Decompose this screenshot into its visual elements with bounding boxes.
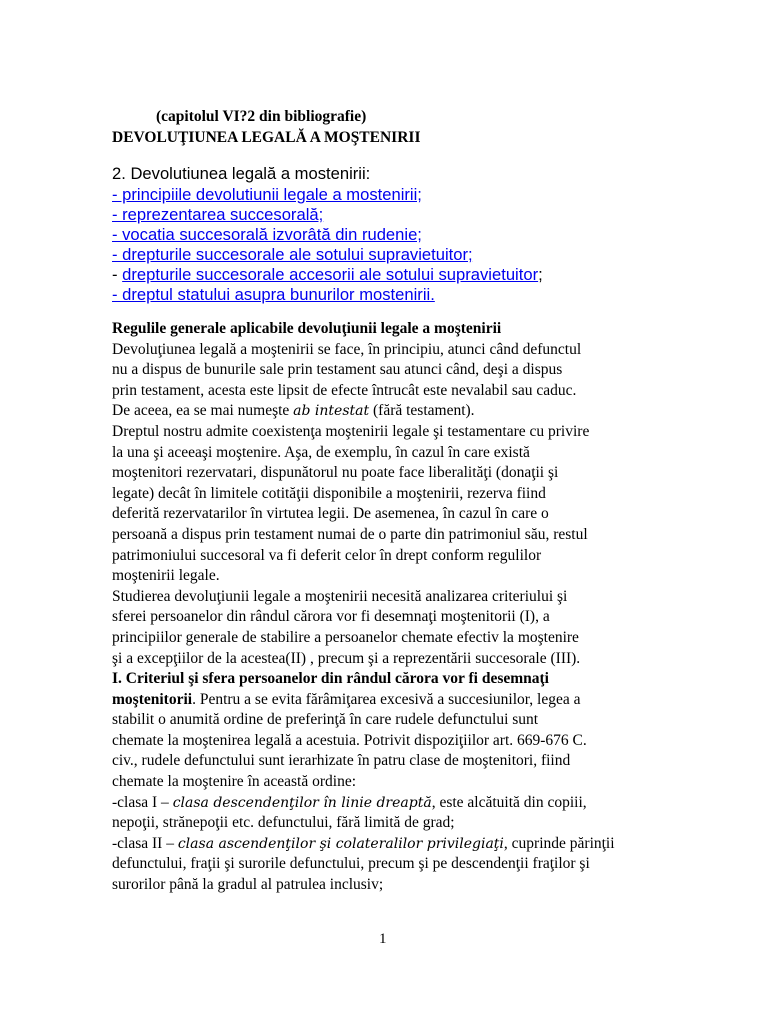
page-number: 1 bbox=[379, 931, 387, 947]
section-title: 2. Devolutiunea legală a mostenirii: bbox=[112, 164, 371, 183]
paragraph-line: Dreptul nostru admite coexistenţa moştenirii legale şi testamentare cu privire bbox=[112, 422, 590, 440]
toc-link[interactable]: - dreptul statului asupra bunurilor mostenirii. bbox=[112, 285, 435, 304]
paragraph-line: Devoluţiunea legală a moştenirii se face, în principiu, atunci când defunctul bbox=[112, 340, 582, 358]
body-text bbox=[112, 319, 660, 896]
paragraph-line: nepoţii, strănepoţii etc. defunctului, fără limită de grad; bbox=[112, 814, 455, 832]
section-heading: Regulile generale aplicabile devoluţiunii legale a moştenirii bbox=[112, 320, 502, 337]
paragraph-line: defunctului, fraţii şi surorile defunctului, precum şi pe descendenţii fraţilor şi bbox=[112, 855, 590, 873]
paragraph-line: moştenirii legale. bbox=[112, 567, 220, 585]
toc-item bbox=[112, 225, 660, 245]
paragraph-line: prin testament, acesta este lipsit de efecte întrucât este nevalabil sau caduc. bbox=[112, 381, 577, 399]
toc-link[interactable]: drepturile succesorale accesorii ale sotului supravietuitor bbox=[122, 265, 539, 284]
paragraph-line: şi a excepţiilor de la acestea(II) , precum şi a reprezentării succesorale (III). bbox=[112, 649, 581, 667]
toc-list bbox=[112, 185, 660, 305]
toc-link[interactable]: - reprezentarea succesorală; bbox=[112, 205, 324, 224]
paragraph-line: chemate la moştenirea legală a acestuia. Potrivit dispoziţiilor art. 669-676 C. bbox=[112, 731, 587, 749]
paragraph-line: nu a dispus de bunurile sale prin testament sau atunci când, deşi a dispus bbox=[112, 361, 563, 379]
toc-item bbox=[112, 245, 660, 265]
paragraph-line: persoană a dispus prin testament numai de o parte din patrimoniul său, restul bbox=[112, 525, 588, 543]
toc-link[interactable]: - drepturile succesorale ale sotului supravietuitor; bbox=[112, 245, 473, 264]
paragraph-line: sferei persoanelor din rândul cărora vor fi desemnaţi moştenitorii (I), a bbox=[112, 608, 550, 626]
toc-item bbox=[112, 205, 660, 225]
paragraph-line: De aceea, ea se mai numeşte ab intestat (fără testament). bbox=[112, 402, 475, 420]
paragraph-line: moştenitorii. Pentru a se evita fărâmiţarea excesivă a succesiunilor, legea a bbox=[112, 690, 581, 708]
toc-item: - drepturile succesorale accesorii ale sotului supravietuitor; bbox=[112, 265, 543, 284]
paragraph-line: patrimoniului succesoral va fi deferit celor în drept conform regulilor bbox=[112, 546, 542, 564]
toc-link[interactable]: - vocatia succesorală izvorâtă din rudenie; bbox=[112, 225, 422, 244]
toc-item bbox=[112, 285, 660, 305]
paragraph-line: moştenitori rezervatari, dispunătorul nu poate face liberalităţi (donaţii şi bbox=[112, 464, 559, 482]
subsection-title: I. Criteriul şi sfera persoanelor din rândul cărora vor fi desemnaţi bbox=[112, 670, 549, 688]
chapter-reference: (capitolul VI?2 din bibliografie) bbox=[156, 108, 367, 125]
paragraph-line: deferită rezervatarilor în virtutea legii. De asemenea, în cazul în care o bbox=[112, 505, 549, 523]
paragraph-line: stabilit o anumită ordine de preferinţă în care rudele defunctului sunt bbox=[112, 711, 539, 729]
paragraph-line: legate) decât în limitele cotităţii disponibile a moştenirii, rezerva fiind bbox=[112, 484, 546, 502]
list-item: -clasa II – clasa ascendenţilor şi colateralilor privilegiaţi, cuprinde părinţii bbox=[112, 834, 615, 852]
paragraph-line: principiilor generale de stabilire a persoanelor chemate efectiv la moştenire bbox=[112, 628, 579, 646]
list-item: -clasa I – clasa descendenţilor în linie dreaptă, este alcătuită din copiii, bbox=[112, 793, 587, 811]
document-title: DEVOLUŢIUNEA LEGALĂ A MOŞTENIRII bbox=[112, 129, 421, 146]
paragraph-line: Studierea devoluţiunii legale a moştenirii necesită analizarea criteriului şi bbox=[112, 587, 568, 605]
toc-link[interactable]: - principiile devolutiunii legale a mostenirii; bbox=[112, 185, 422, 204]
paragraph-line: civ., rudele defunctului sunt ierarhizate în patru clase de moştenitori, fiind bbox=[112, 752, 571, 770]
paragraph-line: la una şi aceeaşi moştenire. Aşa, de exemplu, în cazul în care există bbox=[112, 443, 530, 461]
document-page bbox=[112, 106, 660, 896]
paragraph-line: surorilor până la gradul al patrulea inclusiv; bbox=[112, 876, 384, 894]
paragraph-line: chemate la moştenire în această ordine: bbox=[112, 773, 357, 791]
toc-item bbox=[112, 185, 660, 205]
